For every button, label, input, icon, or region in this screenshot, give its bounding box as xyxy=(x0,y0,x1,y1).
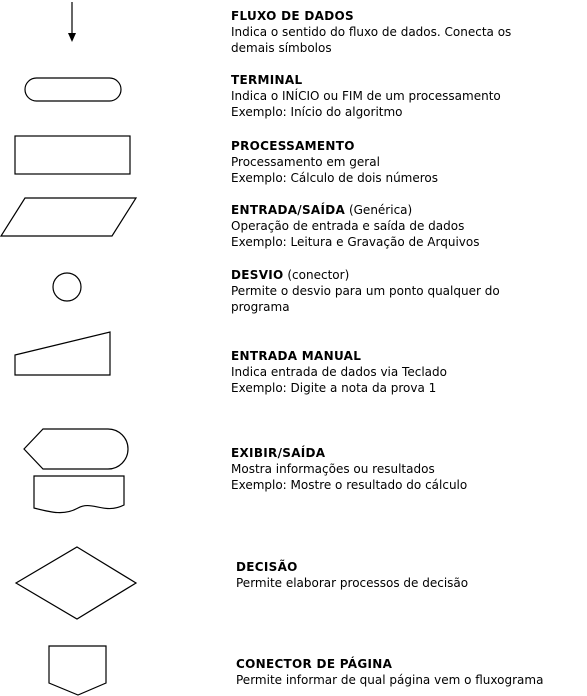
entry-description: Permite informar de qual página vem o fluxograma xyxy=(236,673,544,687)
entry-title: ENTRADA/SAÍDA xyxy=(231,203,346,217)
entry-description: Indica o sentido do fluxo de dados. Conecta os xyxy=(231,25,512,39)
entry-data-flow xyxy=(231,8,511,56)
page-connector-symbol xyxy=(49,646,106,695)
entry-decision xyxy=(236,559,468,591)
entry-title: CONECTOR DE PÁGINA xyxy=(236,657,393,671)
display-symbol xyxy=(24,429,128,469)
entry-note: (conector) xyxy=(283,268,350,282)
entry-manual-input xyxy=(231,348,447,396)
entry-title: TERMINAL xyxy=(231,73,303,87)
entry-example: Exemplo: Mostre o resultado do cálculo xyxy=(231,478,468,492)
io-parallelogram-symbol xyxy=(1,198,136,236)
entry-example: Exemplo: Início do algoritmo xyxy=(231,105,403,119)
entry-title: ENTRADA MANUAL xyxy=(231,349,362,363)
entry-description: Mostra informações ou resultados xyxy=(231,462,435,476)
terminal-symbol xyxy=(25,78,121,101)
entry-process xyxy=(231,138,438,186)
entry-example: Exemplo: Cálculo de dois números xyxy=(231,171,439,185)
entry-connector xyxy=(231,267,500,315)
entry-title: FLUXO DE DADOS xyxy=(231,9,354,23)
entry-description: demais símbolos xyxy=(231,41,332,55)
entry-title: DESVIO xyxy=(231,268,284,282)
connector-circle-symbol xyxy=(53,273,81,301)
entry-terminal xyxy=(231,72,501,120)
entry-description: Indica entrada de dados via Teclado xyxy=(231,365,447,379)
entry-title: PROCESSAMENTO xyxy=(231,139,355,153)
entry-description: Indica o INÍCIO ou FIM de um processamento xyxy=(231,89,501,103)
entry-description: programa xyxy=(231,300,290,314)
data-flow-arrow-symbol xyxy=(68,2,76,42)
entry-description: Permite elaborar processos de decisão xyxy=(236,576,469,590)
decision-diamond-symbol xyxy=(16,547,136,619)
document-symbol xyxy=(34,476,124,513)
entry-title: EXIBIR/SAÍDA xyxy=(231,446,326,460)
entry-title: DECISÃO xyxy=(236,560,298,574)
manual-input-symbol xyxy=(15,332,110,375)
entry-note: (Genérica) xyxy=(345,203,413,217)
entry-description: Permite o desvio para um ponto qualquer do xyxy=(231,284,500,298)
entry-input-output xyxy=(231,202,479,250)
process-symbol xyxy=(15,136,130,174)
entry-example: Exemplo: Leitura e Gravação de Arquivos xyxy=(231,235,480,249)
entry-display-output xyxy=(231,445,467,493)
entry-page-connector xyxy=(236,656,543,688)
entry-description: Processamento em geral xyxy=(231,155,380,169)
entry-description: Operação de entrada e saída de dados xyxy=(231,219,465,233)
entry-example: Exemplo: Digite a nota da prova 1 xyxy=(231,381,437,395)
